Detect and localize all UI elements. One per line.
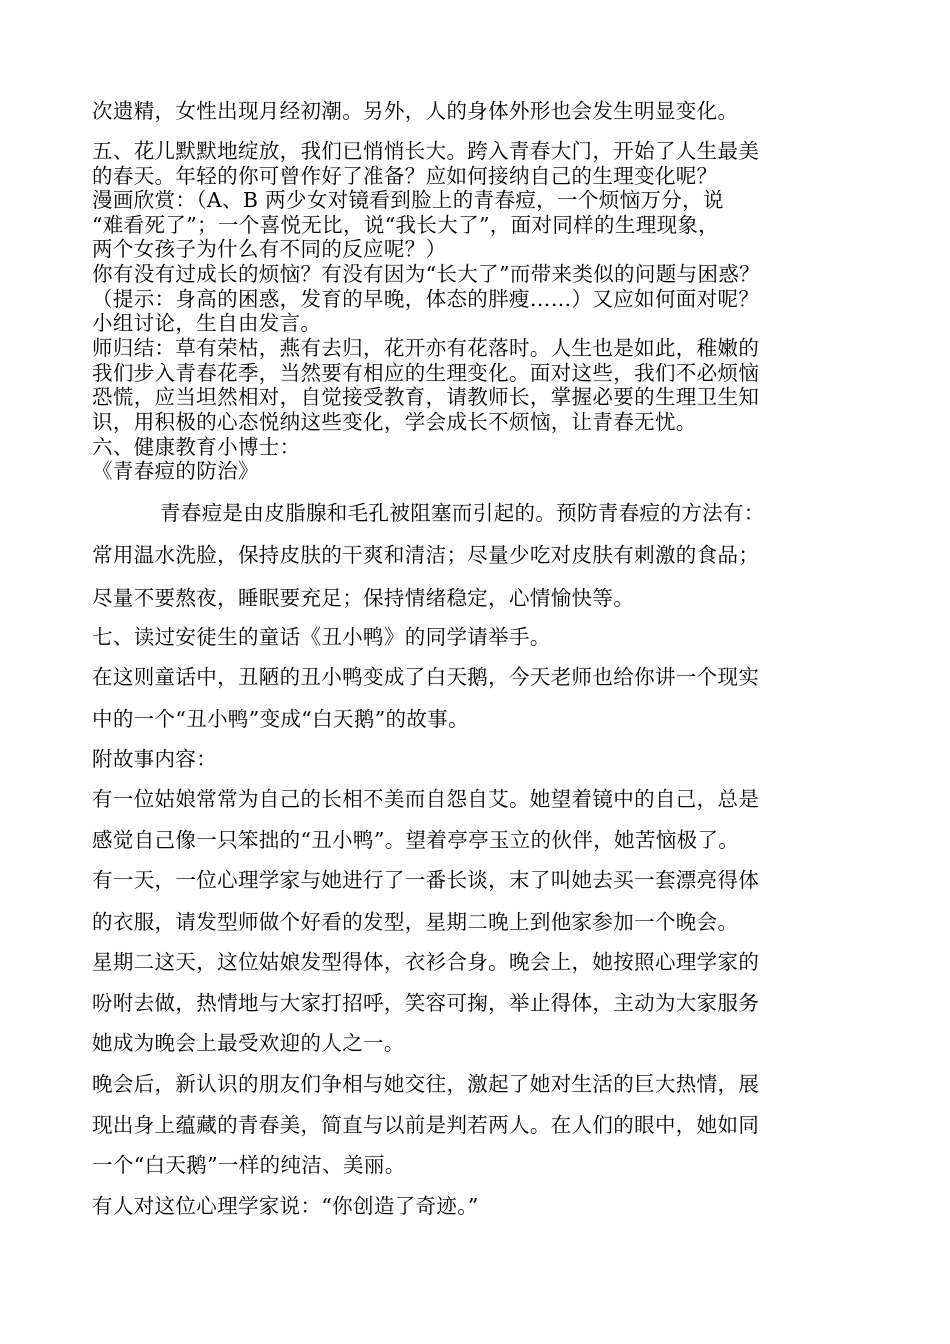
text-line: 识，用积极的心态悦纳这些变化，学会成长不烦恼，让青春无忧。 <box>92 410 697 434</box>
text-line: 漫画欣赏：（A、B 两少女对镜看到脸上的青春痘，一个烦恼万分，说 <box>92 188 724 212</box>
text-line: 的春天。年轻的你可曾作好了准备？应如何接纳自己的生理变化呢？ <box>92 164 718 188</box>
section-heading: 五、花儿默默地绽放，我们已悄悄长大。跨入青春大门，开始了人生最美 <box>92 139 760 163</box>
text-line: 小组讨论，生自由发言。 <box>92 311 322 335</box>
text-line: 恐慌，应当坦然相对，自觉接受教育，请教师长，掌握必要的生理卫生知 <box>92 385 760 409</box>
subsection-title: 《青春痘的防治》 <box>92 459 259 483</box>
text-line: 晚会后，新认识的朋友们争相与她交往，激起了她对生活的巨大热情，展 <box>92 1072 760 1096</box>
text-line: 常用温水洗脸，保持皮肤的干爽和清洁；尽量少吃对皮肤有刺激的食品； <box>92 543 760 567</box>
text-line: 有人对这位心理学家说：“你创造了奇迹。” <box>92 1194 479 1218</box>
text-line: 次遗精，女性出现月经初潮。另外，人的身体外形也会发生明显变化。 <box>92 99 739 123</box>
text-line: 有一位姑娘常常为自己的长相不美而自怨自艾。她望着镜中的自己，总是 <box>92 787 760 811</box>
text-line: 青春痘是由皮脂腺和毛孔被阻塞而引起的。预防青春痘的方法有： <box>160 501 765 525</box>
text-line: 有一天，一位心理学家与她进行了一番长谈，末了叫她去买一套漂亮得体 <box>92 868 760 892</box>
text-line: 我们步入青春花季，当然要有相应的生理变化。面对这些，我们不必烦恼 <box>92 361 760 385</box>
text-line: （提示：身高的困惑，发育的早晚，体态的胖瘦……）又应如何面对呢？ <box>92 287 760 311</box>
text-line: 两个女孩子为什么有不同的反应呢？） <box>92 237 447 261</box>
text-line: “难看死了”；一个喜悦无比，说“我长大了”，面对同样的生理现象， <box>92 213 720 237</box>
text-line: 她成为晚会上最受欢迎的人之一。 <box>92 1031 405 1055</box>
text-line: 在这则童话中，丑陋的丑小鸭变成了白天鹅，今天老师也给你讲一个现实 <box>92 665 760 689</box>
text-line: 感觉自己像一只笨拙的“丑小鸭”。望着亭亭玉立的伙伴，她苦恼极了。 <box>92 828 740 852</box>
text-line: 中的一个“丑小鸭”变成“白天鹅”的故事。 <box>92 707 469 731</box>
text-line: 一个“白天鹅”一样的纯洁、美丽。 <box>92 1153 406 1177</box>
text-line: 吩咐去做，热情地与大家打招呼，笑容可掬，举止得体，主动为大家服务 <box>92 991 760 1015</box>
text-line: 尽量不要熬夜，睡眠要充足；保持情绪稳定，心情愉快等。 <box>92 586 635 610</box>
section-heading: 六、健康教育小博士： <box>92 435 301 459</box>
section-heading: 七、读过安徒生的童话《丑小鸭》的同学请举手。 <box>92 625 551 649</box>
text-line: 现出身上蕴藏的青春美，简直与以前是判若两人。在人们的眼中，她如同 <box>92 1113 760 1137</box>
text-line: 附故事内容： <box>92 747 218 771</box>
text-line: 师归结：草有荣枯，燕有去归，花开亦有花落时。人生也是如此，稚嫩的 <box>92 336 760 360</box>
text-line: 你有没有过成长的烦恼？有没有因为“长大了”而带来类似的问题与困惑？ <box>92 262 761 286</box>
text-line: 星期二这天，这位姑娘发型得体，衣衫合身。晚会上，她按照心理学家的 <box>92 950 760 974</box>
text-line: 的衣服，请发型师做个好看的发型，星期二晚上到他家参加一个晚会。 <box>92 910 739 934</box>
